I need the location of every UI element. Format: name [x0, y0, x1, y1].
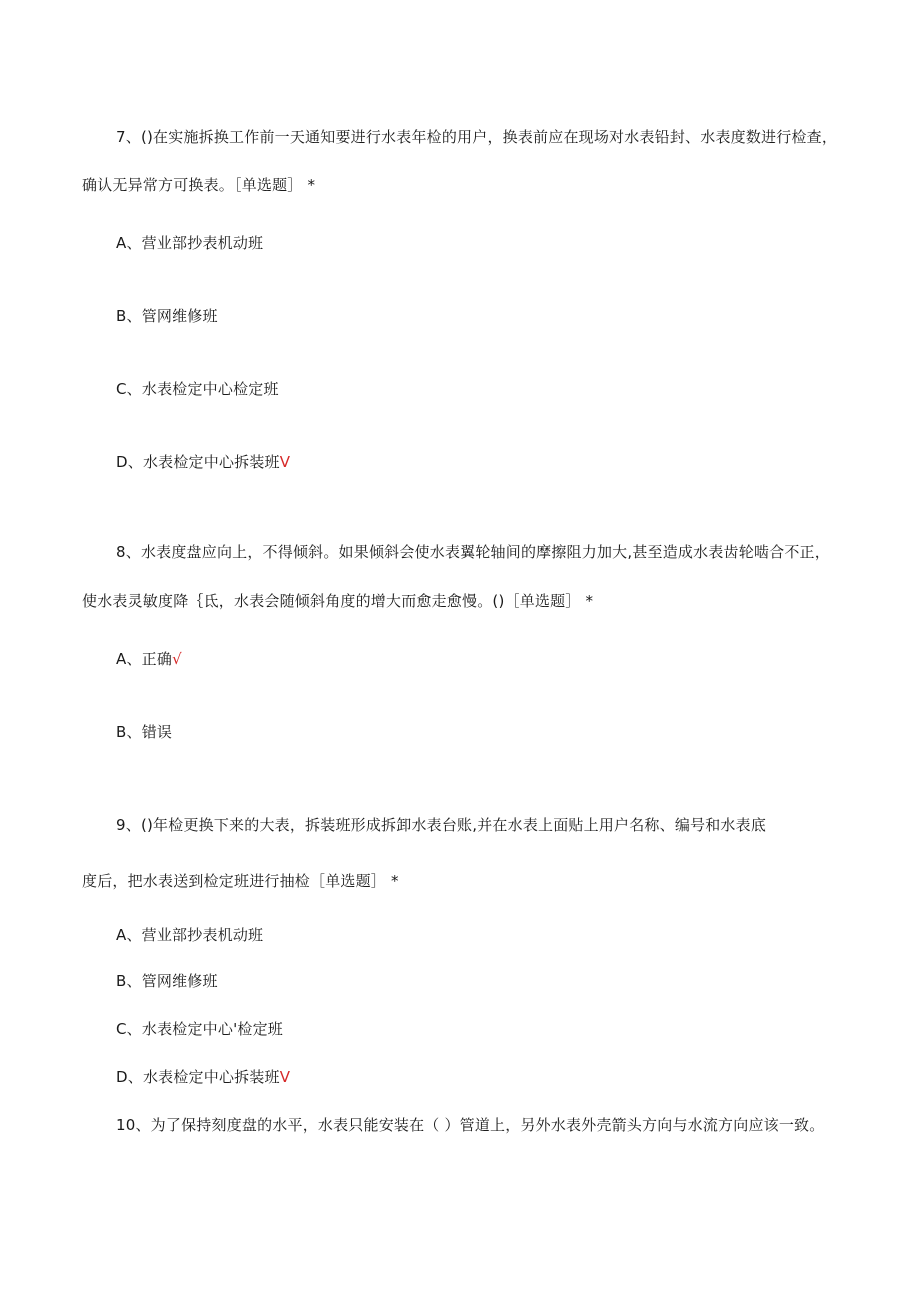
- question-7-option-d[interactable]: D、水表检定中心拆装班V: [116, 453, 291, 471]
- question-9-option-d[interactable]: D、水表检定中心拆装班V: [116, 1068, 291, 1086]
- question-7-option-a[interactable]: A、营业部抄表机动班: [116, 234, 264, 252]
- question-8-line-2: 使水表灵敏度降｛氐，水表会随倾斜角度的增大而愈走愈慢。()［单选题］ *: [82, 592, 594, 610]
- question-8-option-a[interactable]: A、正确√: [116, 650, 182, 668]
- question-9-option-a[interactable]: A、营业部抄表机动班: [116, 926, 264, 944]
- question-9-line-2: 度后，把水表送到检定班进行抽检［单选题］ *: [82, 872, 399, 890]
- question-8-option-b[interactable]: B、错误: [116, 723, 173, 741]
- answer-check-mark: V: [279, 1068, 291, 1086]
- question-10-line-1: 10、为了保持刻度盘的水平，水表只能安装在（ ）管道上，另外水表外壳箭头方向与水流方向应该一致。: [116, 1116, 825, 1134]
- answer-check-mark: V: [279, 453, 291, 471]
- question-9-option-b[interactable]: B、管网维修班: [116, 972, 218, 990]
- question-8-line-1: 8、水表度盘应向上，不得倾斜。如果倾斜会使水表翼轮轴间的摩擦阻力加大,甚至造成水表齿轮啮合不正，: [116, 543, 830, 561]
- question-9-line-1: 9、()年检更换下来的大表，拆装班形成拆卸水表台账,并在水表上面贴上用户名称、编号和水表底: [116, 816, 767, 834]
- answer-check-mark: √: [172, 650, 182, 668]
- question-9-option-c[interactable]: C、水表检定中心'检定班: [116, 1020, 283, 1038]
- question-7-line-2: 确认无异常方可换表。［单选题］ *: [82, 176, 316, 194]
- question-7-option-c[interactable]: C、水表检定中心检定班: [116, 380, 279, 398]
- question-7-option-b[interactable]: B、管网维修班: [116, 307, 218, 325]
- question-7-line-1: 7、()在实施拆换工作前一天通知要进行水表年检的用户，换表前应在现场对水表铅封、水表度数进行检查，: [116, 128, 838, 146]
